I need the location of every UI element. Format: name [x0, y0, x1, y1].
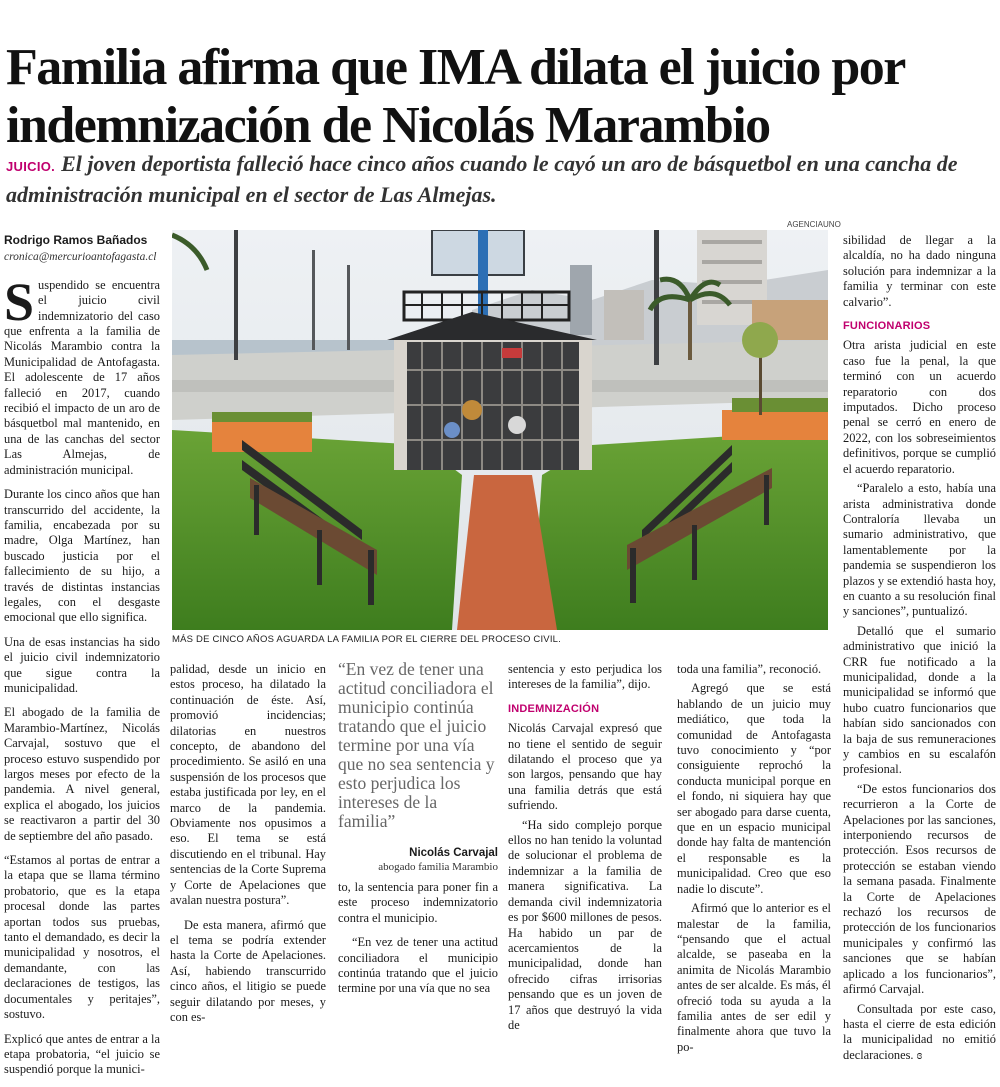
news-photo — [172, 230, 828, 630]
paragraph-text: Consultada por este caso, hasta el cierre de esta edición la municipalidad no emitió declaraciones. — [843, 1001, 996, 1062]
paragraph: palidad, desde un inicio en estos proceso, ha dilatado la continuación de éste. Así, promovió incidencias; dilatorias en nuestros concepto, de abandono del procedimiento. Se asiló en una suspensión de los procesos que estaba justificada por ley, en el marco de la pandemia. Obviamente nos opusimos a eso. El tema se está discutiendo en el tribunal. Hay sentencias de la Corte Suprema y Corte de Apelaciones que avalan nuestra postura”. — [170, 662, 326, 908]
paragraph: Agregó que se está hablando de un juicio muy mediático, que toda la comunidad de Antofagasta tuvo conocimiento y “por consiguiente reprochó la conducta municipal porque en el fondo, ni siquiera hay que ser abogado para darse cuenta, que en un espacio municipal donde hay falta de mantención el responsable es la municipalidad. Creo que eso nadie lo discute”. — [677, 681, 831, 896]
pull-quote-name: Nicolás Carvajal — [409, 847, 498, 859]
paragraph: Explicó que antes de entrar a la etapa probatoria, “el juicio se suspendió porque la munici- — [4, 1031, 160, 1077]
photo-credit: AGENCIAUNO — [787, 220, 841, 229]
paragraph: toda una familia”, reconoció. — [677, 662, 822, 676]
paragraph: “Paralelo a esto, había una arista administrativa donde Contraloría llevaba un sumario administrativo, que lamentablemente por la pandemia se suspendieron los plazos y se extendió hasta hoy, en cuanto a su resolución final y sanciones”, puntualizó. — [843, 481, 996, 619]
drop-cap: S — [4, 271, 35, 332]
paragraph: Afirmó que lo anterior es el malestar de la familia, “pensando que el actual alcalde, se paseaba en la animita de Nicolás Marambio antes de ser alcalde. Es más, él ofreció toda su ayuda a la familia antes de ser edil y finalmente ahora que tuvo la po- — [677, 901, 831, 1054]
paragraph: Detalló que el sumario administrativo que inició la CRR fue notificado a la municipalidad, donde a la municipalidad se informó que hubo cuatro funcionarios que habían sido sancionados con la baja de sus remuneraciones y cambios en su escalafón profesional. — [843, 623, 996, 777]
paragraph-text: uspendido se encuentra el juicio civil indemnizatorio del caso que enfrenta a la familia de Nicolás Marambio contra la Municipalidad de Antofagasta. El adolescente de 17 años falleció en 2017, cuando recibió el impacto de un aro de básquetbol mal mantenido, en una de las canchas del sector Las Almejas, de administración municipal. — [4, 277, 160, 477]
memorial-plaza-illustration — [172, 230, 828, 630]
author-name: Rodrigo Ramos Bañados — [4, 233, 148, 247]
column-2 — [170, 662, 326, 1034]
paragraph — [4, 271, 160, 478]
paragraph: sentencia y esto perjudica los intereses de la familia”, dijo. — [508, 662, 662, 692]
paragraph: sibilidad de llegar a la alcaldía, no ha dado ninguna solución para indemnizar a la familia y terminar con este calvario”. — [843, 233, 996, 309]
paragraph: “En vez de tener una actitud conciliadora el municipio continúa tratando que el juicio termine por una vía que no sea — [338, 935, 498, 996]
photo-caption: MÁS DE CINCO AÑOS AGUARDA LA FAMILIA POR EL CIERRE DEL PROCESO CIVIL. — [172, 634, 561, 645]
end-mark-icon: ɞ — [916, 1047, 923, 1062]
subheading-funcionarios: FUNCIONARIOS — [843, 320, 931, 333]
paragraph: “Estamos al portas de entrar a la etapa que se llama término probatorio, que es la etapa procesal donde las partes aportan todos sus pruebas, tanto el demandado, es decir la municipalidad y nosotros, el demandante, con las declaraciones de testigos, las documentales y peritajes”, sostuvo. — [4, 853, 160, 1022]
pull-quote-role: abogado familia Marambio — [378, 861, 498, 873]
column-5 — [677, 662, 831, 1064]
deck — [6, 150, 996, 209]
paragraph: to, la sentencia para poner fin a este proceso indemnizatorio contra el municipio. — [338, 880, 498, 925]
column-4 — [508, 662, 662, 1042]
column-6 — [843, 233, 996, 1072]
author-email: cronica@mercurioantofagasta.cl — [4, 251, 157, 264]
paragraph — [843, 1002, 996, 1064]
paragraph: Durante los cinco años que han transcurrido del accidente, la familia, encabezada por su madre, Olga Martínez, han buscado justicia por el fallecimiento de su hijo, a través de distintas instancias legales, con el desgaste emocional que ello significa. — [4, 487, 160, 625]
paragraph: Nicolás Carvajal expresó que no tiene el sentido de seguir dilatando el proceso que ya son largos, pensando que hay una familia detrás que está sufriendo. — [508, 721, 662, 813]
column-1 — [4, 233, 160, 1087]
pull-quote — [338, 660, 498, 873]
section-tag: JUICIO. — [6, 159, 56, 174]
deck-text: El joven deportista falleció hace cinco años cuando le cayó un aro de básquetbol en una cancha de administración municipal en el sector de Las Almejas. — [6, 151, 958, 207]
paragraph: El abogado de la familia de Marambio-Martínez, Nicolás Carvajal, sostuvo que el proceso estuvo suspendido por largos meses por efecto de la pandemia. A nivel general, explica el abogado, los juicios se reactivaron a partir del 30 de septiembre del año pasado. — [4, 705, 160, 843]
paragraph: “De estos funcionarios dos recurrieron a la Corte de Apelaciones por las sanciones, interponiendo recursos de protección. Esos recursos de protección se estaban viendo la semana pasada. Finalmente la Corte de Apelaciones rechazó los recursos de protección de los funcionarios municipales y confirmó las sanciones que se habían aplicado a los funcionarios”, afirmó Carvajal. — [843, 781, 996, 997]
pull-quote-text: “En vez de tener una actitud conciliadora el municipio continúa tratando que el juicio termine por una vía que no sea sentencia y esto perjudica los intereses de la familia” — [338, 659, 495, 831]
paragraph: “Ha sido complejo porque ellos no han tenido la voluntad de solucionar el problema de indemnizar a la familia de manera significativa. La demanda civil indemnizatoria es por $600 millones de pesos. Ha habido un par de acercamientos de la municipalidad, donde han ofrecido cifras irrisorias pensando que es un joven de 17 años que destruyó la vida de — [508, 817, 662, 1032]
paragraph: Una de esas instancias ha sido el juicio civil indemnizatorio que sigue contra la municipalidad. — [4, 634, 160, 695]
paragraph: De esta manera, afirmó que el tema se podría extender hasta la Corte de Apelaciones. Así, habiendo transcurrido cinco años, el litigio se puede seguir dilatando por meses, y con es- — [170, 917, 326, 1024]
column-3 — [338, 880, 498, 1006]
paragraph: Otra arista judicial en este caso fue la penal, la que terminó con un acuerdo reparatorio con dos imputados. Dicho proceso penal se cerró en enero de 2022, con los sobreseimientos definitivos, porque se cumplió el acuerdo reparatorio. — [843, 338, 996, 476]
subheading-indemnizacion: INDEMNIZACIÓN — [508, 702, 600, 715]
headline: Familia afirma que IMA dilata el juicio por indemnización de Nicolás Marambio — [6, 38, 904, 154]
